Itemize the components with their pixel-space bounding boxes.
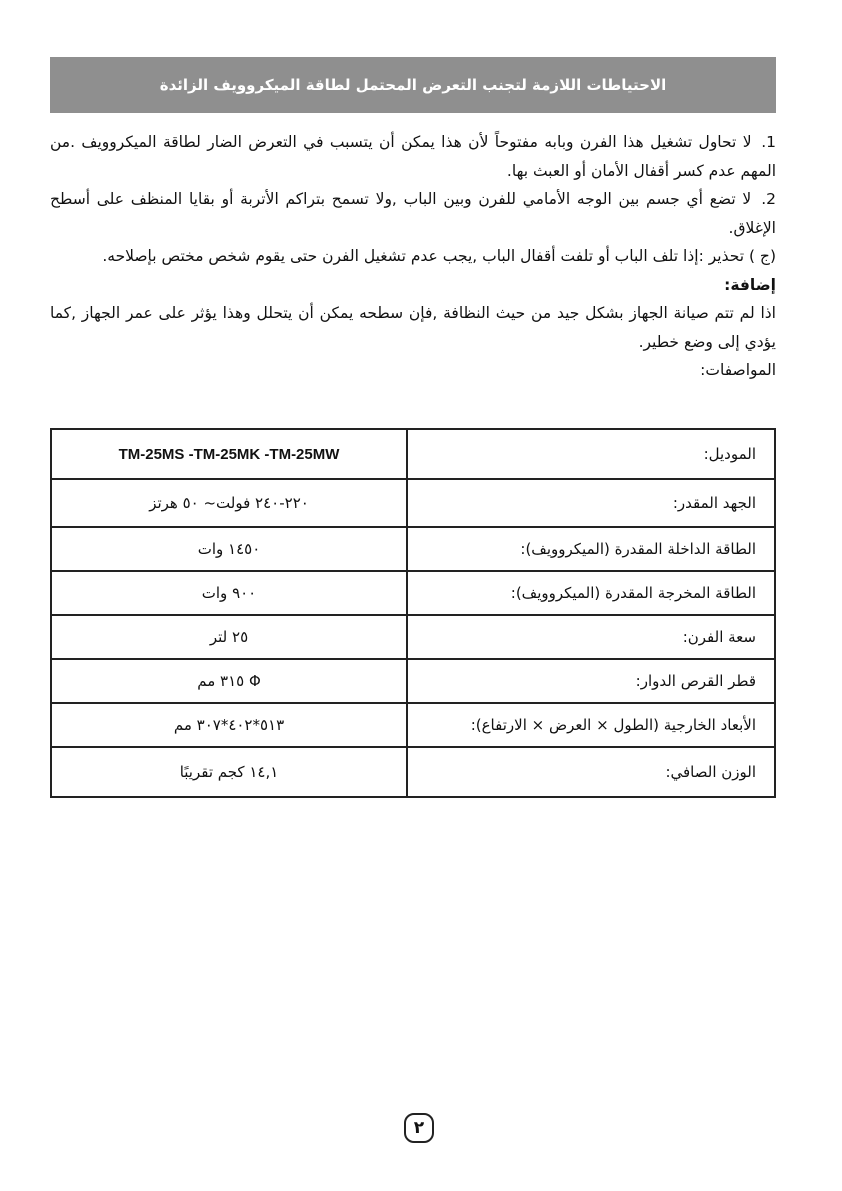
spec-value: ٩٠٠ وات bbox=[51, 571, 407, 615]
spec-label: سعة الفرن: bbox=[407, 615, 775, 659]
addition-paragraph: اذا لم تتم صيانة الجهاز بشكل جيد من حيث النظافة ,فإن سطحه يمكن أن يتحلل وهذا يؤثر على عمر الجهاز ,كما يؤدي إلى وضع خطير. bbox=[50, 304, 776, 351]
addition-heading: إضافة: bbox=[724, 275, 776, 294]
spec-label: قطر القرص الدوار: bbox=[407, 659, 775, 703]
item-text: لا تحاول تشغيل هذا الفرن وبابه مفتوحاً لأن هذا يمكن أن يتسبب في التعرض الضار لطاقة الميكروويف .من المهم عدم كسر أقفال الأمان أو العبث بها. bbox=[50, 133, 776, 180]
spec-value: ١٤,١ كجم تقريبًا bbox=[51, 747, 407, 797]
precaution-item-1 bbox=[50, 128, 776, 185]
table-row bbox=[51, 571, 775, 615]
spec-label: الطاقة المخرجة المقدرة (الميكروويف): bbox=[407, 571, 775, 615]
item-number: 2. bbox=[761, 190, 777, 208]
specifications-table bbox=[50, 428, 776, 798]
specs-heading: المواصفات: bbox=[700, 361, 776, 379]
page-number bbox=[404, 1113, 434, 1143]
spec-label: الطاقة الداخلة المقدرة (الميكروويف): bbox=[407, 527, 775, 571]
item-text: لا تضع أي جسم بين الوجه الأمامي للفرن وبين الباب ,ولا تسمح بتراكم الأتربة أو بقايا المنظف على أسطح الإغلاق. bbox=[50, 190, 776, 237]
precaution-item-2 bbox=[50, 185, 776, 242]
table-row bbox=[51, 429, 775, 479]
spec-value: Φ ٣١٥ مم bbox=[51, 659, 407, 703]
spec-value: ١٤٥٠ وات bbox=[51, 527, 407, 571]
table-row bbox=[51, 479, 775, 527]
page-number-text: ٢ bbox=[413, 1118, 425, 1138]
table-row bbox=[51, 527, 775, 571]
warning-paragraph: (ج ) تحذير :إذا تلف الباب أو تلفت أقفال الباب ,يجب عدم تشغيل الفرن حتى يقوم شخص مختص بإصلاحه. bbox=[102, 247, 776, 265]
table-row bbox=[51, 659, 775, 703]
spec-label: الجهد المقدر: bbox=[407, 479, 775, 527]
spec-label: الأبعاد الخارجية (الطول × العرض × الارتفاع): bbox=[407, 703, 775, 747]
spec-label: الموديل: bbox=[407, 429, 775, 479]
document-body bbox=[50, 128, 776, 385]
table-row bbox=[51, 703, 775, 747]
spec-value: ٢٥ لتر bbox=[51, 615, 407, 659]
section-title: الاحتياطات اللازمة لتجنب التعرض المحتمل لطاقة الميكروويف الزائدة bbox=[159, 76, 667, 94]
spec-label: الوزن الصافي: bbox=[407, 747, 775, 797]
spec-value: TM-25MS -TM-25MK -TM-25MW bbox=[51, 429, 407, 479]
table-row bbox=[51, 615, 775, 659]
section-title-banner bbox=[50, 57, 776, 113]
table-row bbox=[51, 747, 775, 797]
spec-value: ٢٢٠-٢٤٠ فولت~ ٥٠ هرتز bbox=[51, 479, 407, 527]
spec-value: ٥١٣*٤٠٢*٣٠٧ مم bbox=[51, 703, 407, 747]
item-number: 1. bbox=[761, 133, 776, 151]
